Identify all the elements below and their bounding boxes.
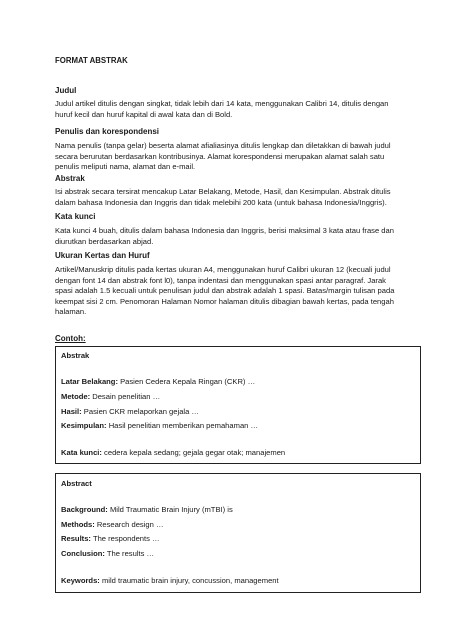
row-text: Hasil penelitian memberikan pemahaman … <box>106 421 259 430</box>
example-box-abstrak <box>55 346 421 464</box>
box-row-keywords <box>61 576 279 586</box>
box-row-methods <box>61 520 164 530</box>
paragraph-line: dalam bahasa Indonesia dan Inggris dan tidak melebihi 200 kata (untuk bahasa Indonesia/Inggris). <box>55 197 387 207</box>
document-title: FORMAT ABSTRAK <box>55 56 128 65</box>
paragraph-line: diurutkan berdasarkan abjad. <box>55 236 154 246</box>
box-row-results <box>61 534 160 544</box>
box-row-conclusion <box>61 549 154 559</box>
section-heading-kata-kunci: Kata kunci <box>55 212 96 221</box>
paragraph-line: spasi adalah 1.5 kecuali untuk penulisan judul dan abstrak adalah 1 spasi. Batas/margin tulisan pada <box>55 286 395 296</box>
paragraph-line: Kata kunci 4 buah, ditulis dalam bahasa Indonesia dan Inggris, berisi maksimal 3 kata atau frase dan <box>55 226 394 235</box>
row-text: Mild Traumatic Brain Injury (mTBI) is <box>107 505 233 514</box>
section-heading-penulis: Penulis dan korespondensi <box>55 127 160 136</box>
paragraph-line: secara berurutan berdasarkan kontribusinya. Alamat korespondensi merupakan alamat salah satu <box>55 151 385 161</box>
paragraph-line: penulis meliputi nama, alamat dan e-mail. <box>55 162 196 172</box>
paragraph-line: Isi abstrak secara tersirat mencakup Latar Belakang, Metode, Hasil, dan Kesimpulan. Abstrak ditulis <box>55 187 391 196</box>
section-body-judul <box>55 99 425 120</box>
box-row-kesimpulan <box>61 421 258 431</box>
box-row-background <box>61 505 233 515</box>
row-label: Kata kunci: <box>61 448 102 457</box>
row-label: Hasil: <box>61 407 82 416</box>
row-label: Latar Belakang: <box>61 377 118 386</box>
section-heading-abstrak: Abstrak <box>55 174 85 183</box>
paragraph-line: keempat sisi 2 cm. Penomoran Halaman Nomor halaman ditulis dibagian bawah kertas, pada tengah <box>55 296 394 306</box>
row-text: Desain penelitian … <box>90 392 161 401</box>
row-text: cedera kepala sedang; gejala gegar otak; manajemen <box>101 448 286 457</box>
section-body-penulis <box>55 141 425 173</box>
section-heading-judul: Judul <box>55 86 77 95</box>
example-label: Contoh: <box>55 334 86 343</box>
row-label: Results: <box>61 534 91 543</box>
paragraph-line: halaman. <box>55 307 87 317</box>
row-text: The results … <box>104 549 155 558</box>
row-label: Methods: <box>61 520 95 529</box>
box-title: Abstract <box>61 479 92 488</box>
section-body-kata-kunci <box>55 226 425 247</box>
section-body-abstrak <box>55 187 425 208</box>
box-row-metode <box>61 392 160 402</box>
box-row-latar-belakang <box>61 377 255 387</box>
row-label: Keywords: <box>61 576 100 585</box>
example-box-abstract <box>55 473 421 593</box>
row-text: The respondents … <box>90 534 160 543</box>
row-label: Kesimpulan: <box>61 421 107 430</box>
paragraph-line: dengan font 14 dan abstrak font l0), tanpa indentasi dan menggunakan spasi antar paragraf. Jarak <box>55 275 386 285</box>
row-label: Metode: <box>61 392 91 401</box>
box-row-hasil <box>61 407 199 417</box>
paragraph-line: huruf kecil dan huruf kapital di awal kata dan di Bold. <box>55 109 233 119</box>
paragraph-line: Artikel/Manuskrip ditulis pada kertas ukuran A4, menggunakan huruf Calibri ukuran 12 (kecuali judul <box>55 265 391 274</box>
row-label: Background: <box>61 505 108 514</box>
section-body-ukuran <box>55 265 425 318</box>
row-label: Conclusion: <box>61 549 105 558</box>
box-row-kata-kunci <box>61 448 285 458</box>
row-text: mild traumatic brain injury, concussion, management <box>99 576 279 585</box>
paragraph-line: Judul artikel ditulis dengan singkat, tidak lebih dari 14 kata, menggunakan Calibri 14, ditulis dengan <box>55 99 389 108</box>
box-title: Abstrak <box>61 351 90 360</box>
paragraph-line: Nama penulis (tanpa gelar) beserta alamat afialiasinya ditulis lengkap dan diletakkan di bawah judul <box>55 141 391 150</box>
row-text: Pasien CKR melaporkan gejala … <box>81 407 200 416</box>
row-text: Research design … <box>94 520 164 529</box>
section-heading-ukuran: Ukuran Kertas dan Huruf <box>55 251 150 260</box>
row-text: Pasien Cedera Kepala Ringan (CKR) … <box>117 377 256 386</box>
